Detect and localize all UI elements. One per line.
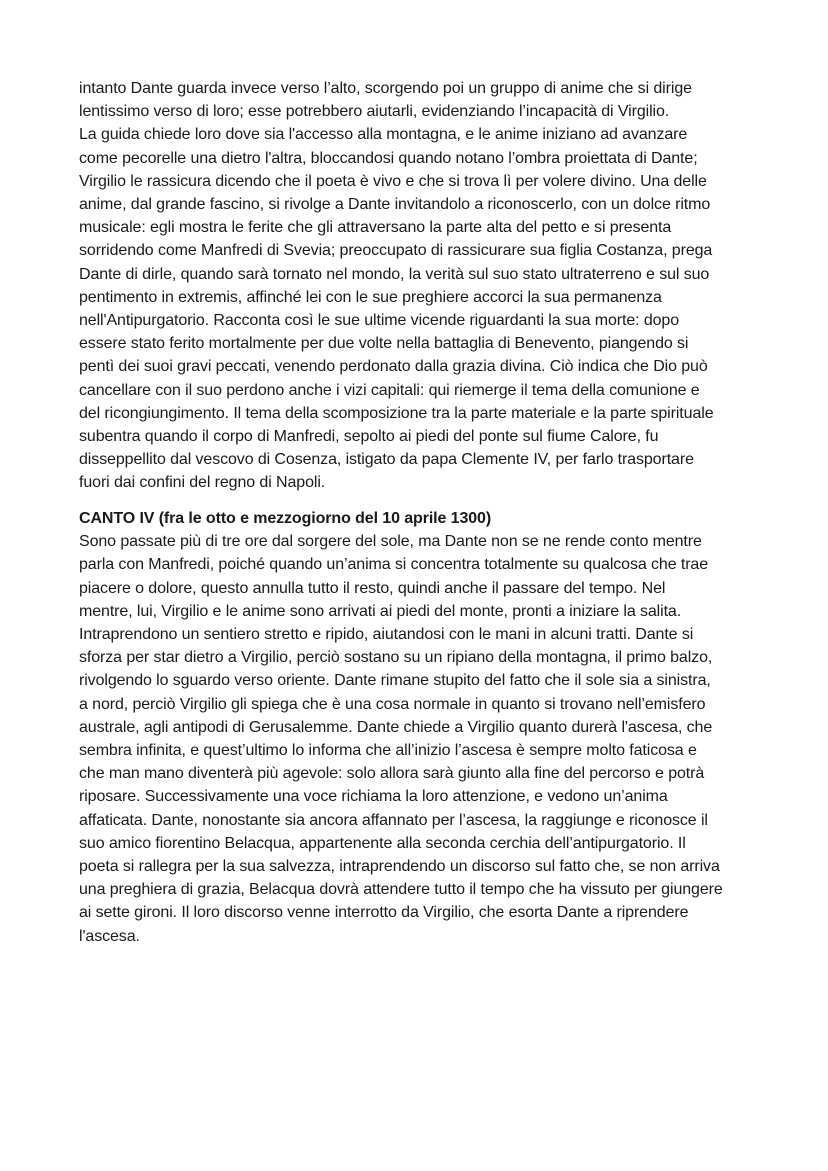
text-line: sforza per star dietro a Virgilio, perciò sostano su un ripiano della montagna, il primo balzo,	[79, 649, 713, 667]
text-line: che man mano diventerà più agevole: solo allora sarà giunto alla fine del percorso e potrà	[79, 765, 705, 783]
text-line: affaticata. Dante, nonostante sia ancora affannato per l’ascesa, la raggiunge e riconosce il	[79, 811, 708, 829]
text-line: subentra quando il corpo di Manfredi, sepolto ai piedi del ponte sul fiume Calore, fu	[79, 428, 659, 446]
text-line: suo amico fiorentino Belacqua, appartenente alla seconda cerchia dell’antipurgatorio. Il	[79, 834, 686, 852]
text-line: lentissimo verso di loro; esse potrebbero aiutarli, evidenziando l’incapacità di Virgilio.	[79, 103, 670, 121]
text-line: del ricongiungimento. Il tema della scomposizione tra la parte materiale e la parte spirituale	[79, 404, 714, 422]
text-line: disseppellito dal vescovo di Cosenza, istigato da papa Clemente IV, per farlo trasportare	[79, 451, 694, 469]
text-line: essere stato ferito mortalmente per due volte nella battaglia di Benevento, piangendo si	[79, 335, 689, 353]
text-line: australe, agli antipodi di Gerusalemme. Dante chiede a Virgilio quanto durerà l'ascesa, che	[79, 718, 713, 736]
text-line: cancellare con il suo perdono anche i vizi capitali: qui riemerge il tema della comunione e	[79, 381, 700, 399]
text-line: Sono passate più di tre ore dal sorgere del sole, ma Dante non se ne rende conto mentre	[79, 533, 702, 551]
section-heading: CANTO IV (fra le otto e mezzogiorno del 10 aprile 1300)	[79, 510, 492, 527]
text-line: riposare. Successivamente una voce richiama la loro attenzione, e vedono un’anima	[79, 788, 668, 806]
text-line: musicale: egli mostra le ferite che gli attraversano la parte alta del petto e si presenta	[79, 219, 672, 237]
text-line: una preghiera di grazia, Belacqua dovrà attendere tutto il tempo che ha vissuto per giungere	[79, 881, 723, 899]
text-line: Intraprendono un sentiero stretto e ripido, aiutandosi con le mani in alcuni tratti. Dante si	[79, 626, 694, 644]
text-line: l'ascesa.	[79, 927, 140, 945]
text-line: anime, dal grande fascino, si rivolge a Dante invitandolo a riconoscerlo, con un dolce ritmo	[79, 196, 711, 214]
text-line: pentì dei suoi gravi peccati, venendo perdonato dalla grazia divina. Ciò indica che Dio può	[79, 358, 708, 376]
section-canto-iv	[79, 507, 759, 948]
text-line: rivolgendo lo sguardo verso oriente. Dante rimane stupito del fatto che il sole sia a sinistra,	[79, 672, 711, 690]
paragraph-canto-iii-continuation	[79, 77, 759, 495]
text-line: parla con Manfredi, poiché quando un’anima si concentra totalmente su qualcosa che trae	[79, 556, 709, 574]
text-line: a nord, perciò Virgilio gli spiega che è una cosa normale in quanto si trovano nell’emisfero	[79, 695, 706, 713]
text-line: mentre, lui, Virgilio e le anime sono arrivati ai piedi del monte, pronti a iniziare la salita.	[79, 602, 682, 620]
text-line: La guida chiede loro dove sia l'accesso alla montagna, e le anime iniziano ad avanzare	[79, 126, 688, 144]
text-line: poeta si rallegra per la sua salvezza, intraprendendo un discorso sul fatto che, se non arriva	[79, 858, 720, 876]
text-line: fuori dai confini del regno di Napoli.	[79, 474, 326, 492]
text-line: intanto Dante guarda invece verso l’alto, scorgendo poi un gruppo di anime che si dirige	[79, 80, 692, 97]
text-line: pentimento in extremis, affinché lei con le sue preghiere accorci la sua permanenza	[79, 288, 662, 306]
text-line: nell'Antipurgatorio. Racconta così le sue ultime vicende riguardanti la sua morte: dopo	[79, 312, 680, 330]
text-line: sorridendo come Manfredi di Svevia; preoccupato di rassicurare sua figlia Costanza, prega	[79, 242, 713, 260]
text-line: Dante di dirle, quando sarà tornato nel mondo, la verità sul suo stato ultraterreno e sul suo	[79, 265, 710, 283]
text-line: ai sette gironi. Il loro discorso venne interrotto da Virgilio, che esorta Dante a riprendere	[79, 904, 689, 922]
text-line: piacere o dolore, questo annulla tutto il resto, quindi anche il passare del tempo. Nel	[79, 579, 666, 597]
text-line: sembra infinita, e quest’ultimo lo informa che all’inizio l’ascesa è sempre molto faticosa e	[79, 742, 697, 760]
text-line: Virgilio le rassicura dicendo che il poeta è vivo e che si trova lì per volere divino. Una delle	[79, 172, 707, 190]
text-line: come pecorelle una dietro l'altra, bloccandosi quando notano l’ombra proiettata di Dante;	[79, 149, 698, 167]
